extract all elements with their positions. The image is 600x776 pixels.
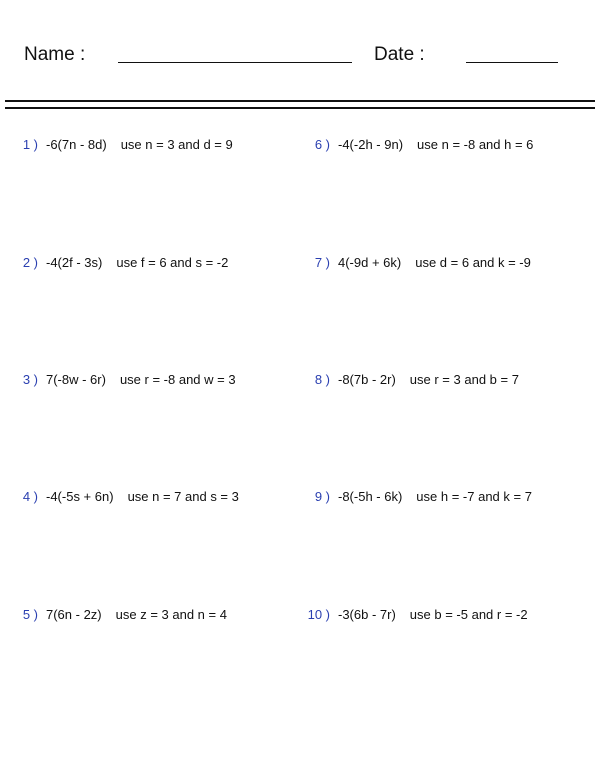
problem-expression: -4(-2h - 9n)	[338, 137, 404, 152]
problem-4	[14, 489, 239, 504]
problem-number: 8 )	[314, 372, 330, 387]
problem-6	[300, 137, 533, 152]
problem-number: 5 )	[22, 607, 38, 622]
problem-substitution: use h = -7 and k = 7	[416, 489, 532, 504]
problem-substitution: use d = 6 and k = -9	[415, 255, 531, 270]
problem-2	[14, 255, 228, 270]
problem-substitution: use f = 6 and s = -2	[116, 255, 229, 270]
problem-9	[300, 489, 532, 504]
problem-substitution: use r = -8 and w = 3	[119, 372, 236, 387]
problem-3	[14, 372, 236, 387]
problem-number: 4 )	[22, 489, 38, 504]
problem-5	[14, 607, 227, 622]
problem-number: 3 )	[22, 372, 38, 387]
problem-expression: -8(7b - 2r)	[338, 372, 396, 387]
problem-expression: 4(-9d + 6k)	[338, 255, 402, 270]
name-field-line[interactable]	[118, 62, 352, 63]
problem-expression: -8(-5h - 6k)	[338, 489, 403, 504]
problem-7	[300, 255, 531, 270]
problem-expression: 7(6n - 2z)	[46, 607, 102, 622]
problem-expression: -4(2f - 3s)	[46, 255, 103, 270]
problem-10	[300, 607, 528, 622]
problem-number: 10 )	[307, 607, 330, 622]
name-label: Name :	[24, 44, 86, 65]
problem-number: 9 )	[314, 489, 330, 504]
problem-number: 1 )	[22, 137, 38, 152]
problem-expression: -3(6b - 7r)	[338, 607, 396, 622]
problem-substitution: use r = 3 and b = 7	[409, 372, 519, 387]
problem-substitution: use n = -8 and h = 6	[417, 137, 534, 152]
problem-substitution: use b = -5 and r = -2	[409, 607, 528, 622]
problem-8	[300, 372, 519, 387]
header-divider	[5, 100, 595, 109]
date-field-line[interactable]	[466, 62, 558, 63]
problem-number: 2 )	[22, 255, 38, 270]
problem-substitution: use z = 3 and n = 4	[115, 607, 227, 622]
problem-1	[14, 137, 233, 152]
date-label: Date :	[374, 44, 425, 65]
problem-substitution: use n = 3 and d = 9	[120, 137, 233, 152]
problem-substitution: use n = 7 and s = 3	[127, 489, 239, 504]
problem-expression: -6(7n - 8d)	[46, 137, 107, 152]
problem-expression: 7(-8w - 6r)	[46, 372, 106, 387]
problem-expression: -4(-5s + 6n)	[46, 489, 114, 504]
problem-number: 6 )	[314, 137, 330, 152]
problem-number: 7 )	[314, 255, 330, 270]
